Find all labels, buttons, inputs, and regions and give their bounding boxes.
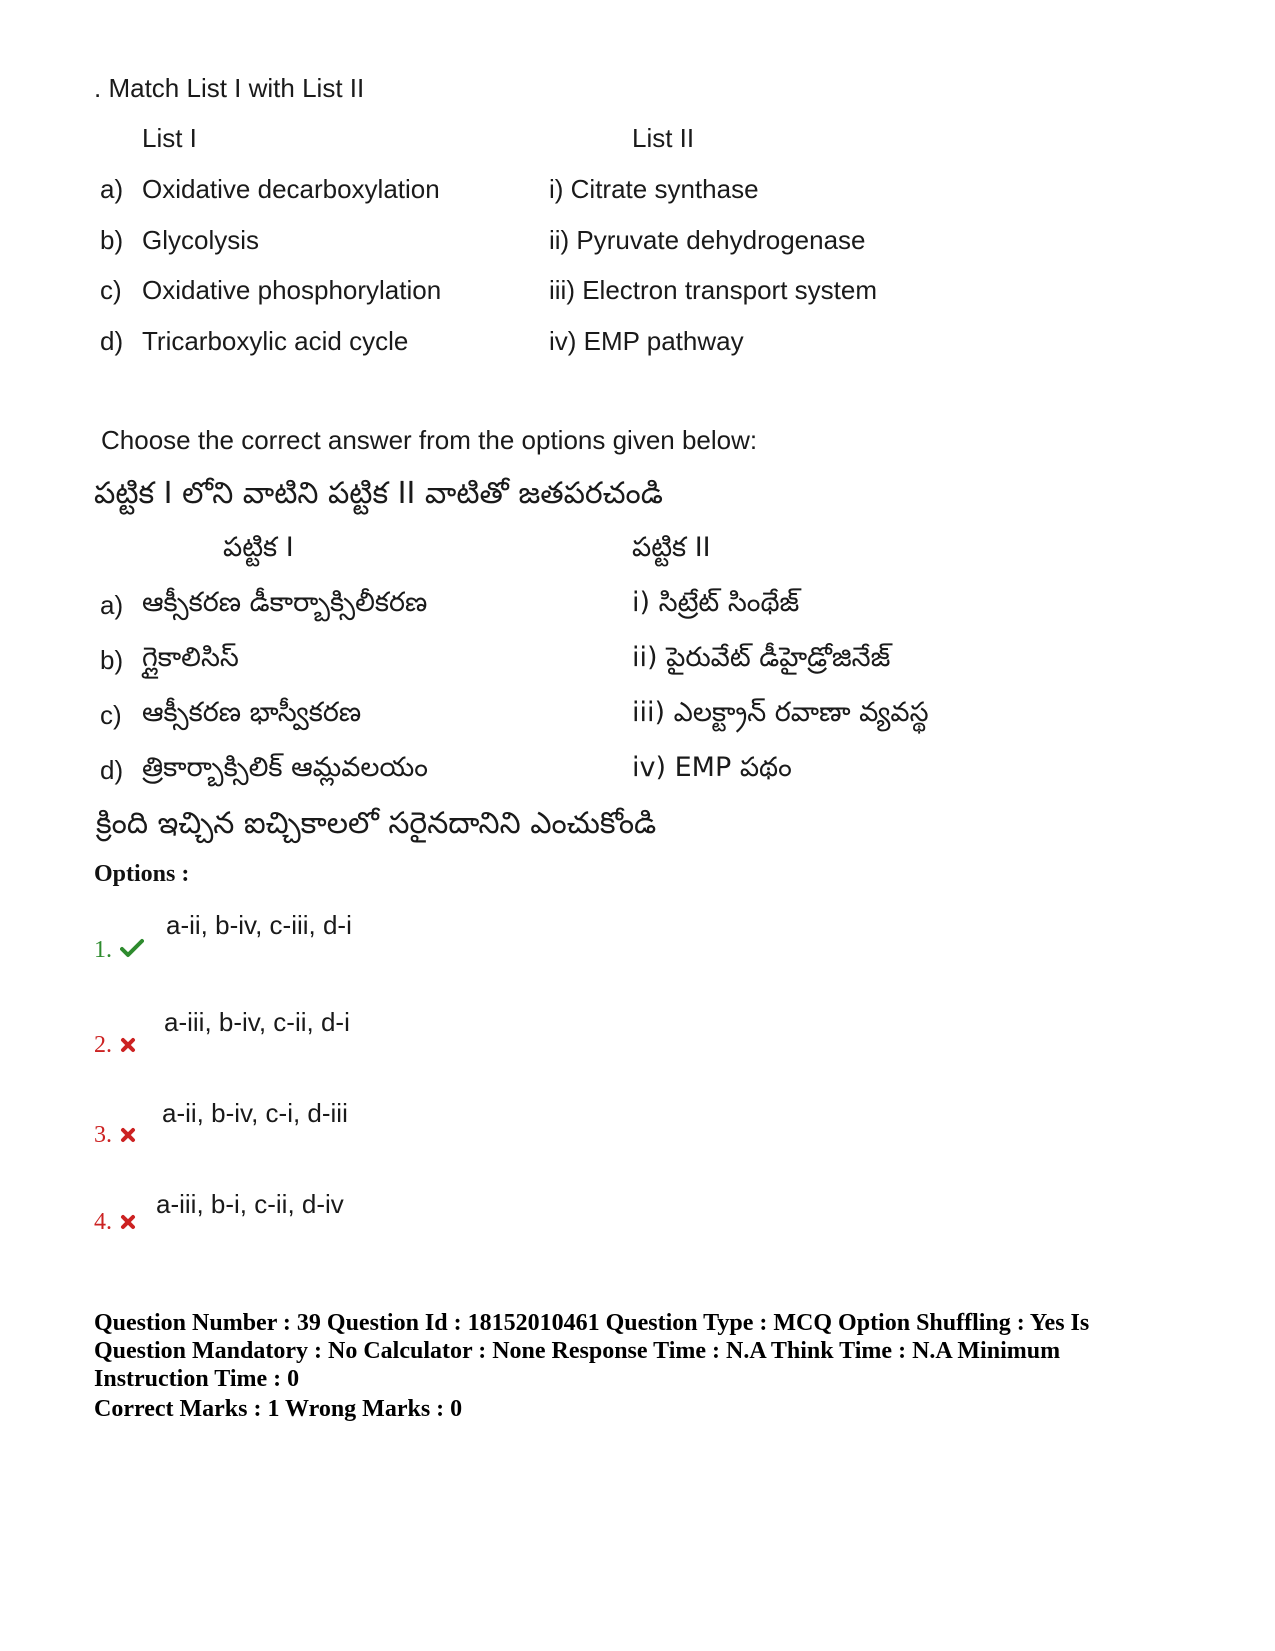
option-number: 3. [94, 1122, 112, 1148]
option-text[interactable]: a-ii, b-iv, c-iii, d-i [166, 910, 352, 940]
instruction-text: Choose the correct answer from the options given below: [101, 425, 758, 455]
telugu-list1-item: త్రికార్బాక్సిలిక్ ఆమ్లవలయం [142, 752, 428, 783]
question-title-text: Match List I with List II [108, 73, 365, 103]
option-4[interactable] [94, 1209, 136, 1237]
option-number: 2. [94, 1032, 112, 1058]
option-text[interactable]: a-iii, b-i, c-ii, d-iv [156, 1189, 344, 1219]
telugu-list2-item: i) సిట్రేట్ సింథేజ్ [632, 587, 800, 618]
telugu-row-label: c) [100, 700, 122, 730]
list2-item: i) Citrate synthase [549, 174, 759, 204]
telugu-instruction: క్రింది ఇచ్చిన ఐచ్చికాలలో సరైనదానిని ఎంచుకోండి [96, 806, 657, 841]
question-marks: Correct Marks : 1 Wrong Marks : 0 [94, 1396, 463, 1422]
telugu-row-label: d) [100, 755, 124, 785]
option-number: 4. [94, 1209, 112, 1235]
list1-item: Oxidative decarboxylation [142, 174, 440, 204]
list2-item: ii) Pyruvate dehydrogenase [549, 225, 866, 255]
option-text[interactable]: a-iii, b-iv, c-ii, d-i [164, 1007, 350, 1037]
option-number: 1. [94, 937, 112, 963]
telugu-list2-item: iv) EMP పథం [632, 752, 792, 783]
check-icon [120, 938, 144, 965]
question-prefix: . [94, 73, 102, 103]
list1-heading: List I [142, 123, 197, 153]
list1-item: Oxidative phosphorylation [142, 275, 442, 305]
telugu-row-label: b) [100, 645, 124, 675]
telugu-list2-item: iii) ఎలక్ట్రాన్ రవాణా వ్యవస్థ [632, 697, 929, 728]
option-2[interactable] [94, 1032, 136, 1060]
telugu-list2-heading: పట్టిక II [632, 532, 711, 563]
options-heading: Options : [94, 861, 190, 887]
question-meta: Question Number : 39 Question Id : 18152010461 Question Type : MCQ Option Shuffling : Yes Is Question Mandatory : No Calculator : None Response Time : N.A Think Time : N.A Minimum Instruction Time : 0 [94, 1310, 1090, 1392]
option-1[interactable] [94, 937, 144, 965]
telugu-title: పట్టిక I లోని వాటిని పట్టిక II వాటితో జతపరచండి [94, 476, 663, 511]
telugu-list1-item: ఆక్సీకరణ డీకార్బాక్సిలీకరణ [142, 587, 428, 618]
telugu-list1-heading: పట్టిక I [223, 532, 294, 563]
telugu-list2-item: ii) పైరువేట్ డీహైడ్రోజినేజ్ [632, 642, 891, 673]
list2-heading: List II [632, 123, 695, 153]
option-text[interactable]: a-ii, b-iv, c-i, d-iii [162, 1098, 348, 1128]
telugu-row-label: a) [100, 590, 124, 620]
cross-icon [120, 1123, 136, 1150]
list1-item: Tricarboxylic acid cycle [142, 326, 409, 356]
list2-item: iv) EMP pathway [549, 326, 744, 356]
row-label: c) [100, 275, 122, 305]
list2-item: iii) Electron transport system [549, 275, 877, 305]
question-title [94, 73, 364, 104]
option-3[interactable] [94, 1122, 136, 1150]
cross-icon [120, 1210, 136, 1237]
list1-item: Glycolysis [142, 225, 260, 255]
row-label: d) [100, 326, 124, 356]
telugu-list1-item: గ్లైకాలిసిస్ [142, 642, 239, 673]
telugu-list1-item: ఆక్సీకరణ భాస్వీకరణ [142, 697, 362, 728]
row-label: a) [100, 174, 124, 204]
row-label: b) [100, 225, 124, 255]
cross-icon [120, 1033, 136, 1060]
